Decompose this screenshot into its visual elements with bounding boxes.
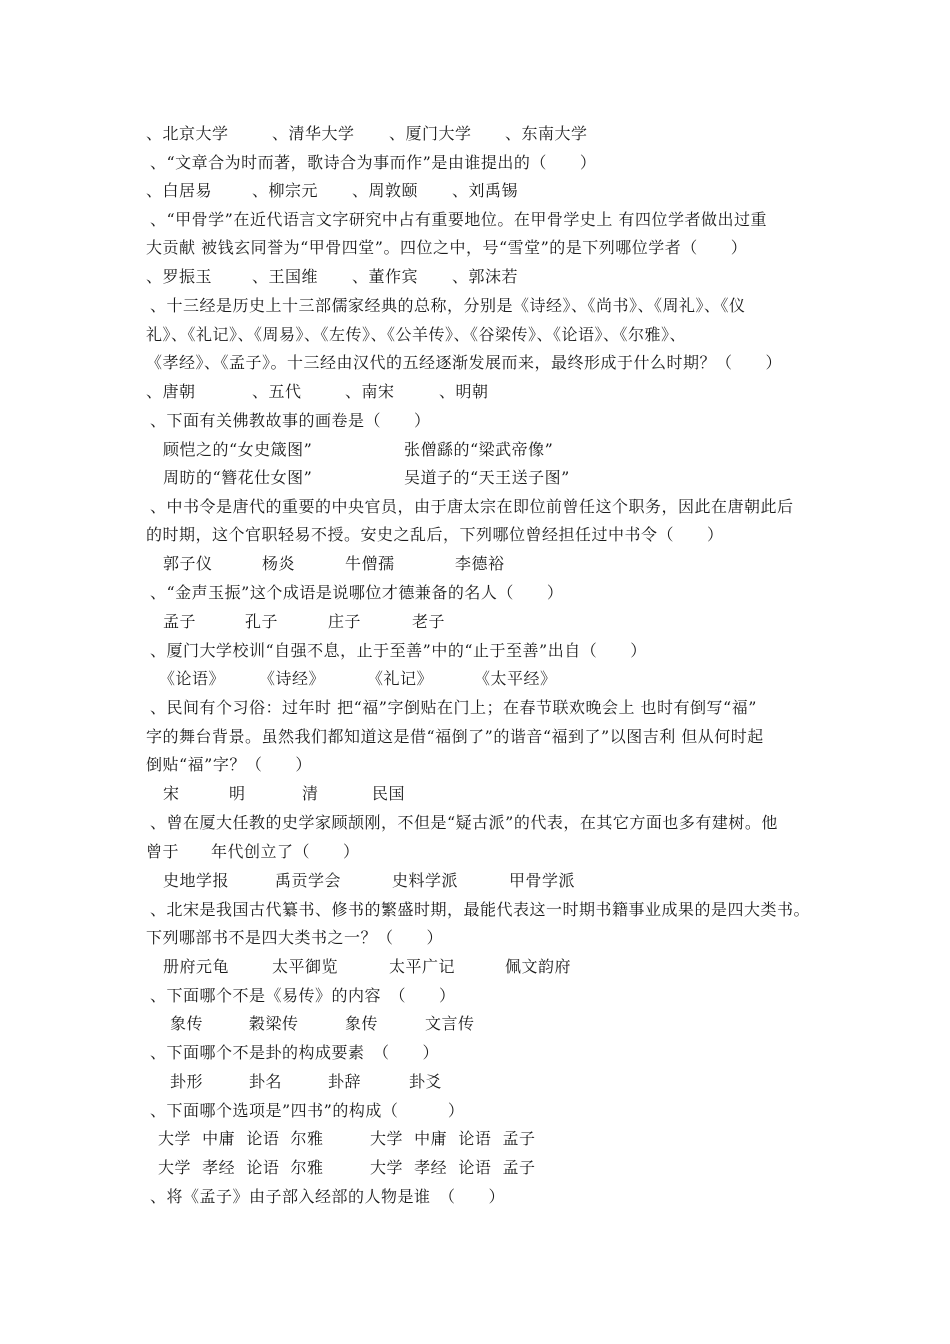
option-c: 史料学派 — [392, 871, 459, 890]
question-line: 字的舞台背景。虽然我们都知道这是借“福倒了”的谐音“福到了”以图吉利 但从何时起 — [146, 727, 764, 746]
question-line: 、“金声玉振”这个成语是说哪位才德兼备的名人（ ） — [150, 583, 564, 602]
option-a: 、唐朝 — [146, 382, 196, 401]
option-b: 张僧繇的“梁武帝像” — [404, 440, 554, 459]
option-c: 太平广记 — [389, 957, 456, 976]
option-b: 杨炎 — [262, 554, 296, 573]
answer-options — [0, 952, 572, 981]
option-a: 卦形 — [170, 1072, 204, 1091]
question-line: 曾于 — [146, 842, 180, 861]
option-c: 庄子 — [328, 612, 362, 631]
answer-options — [0, 1124, 536, 1153]
option-b: 大学 中庸 论语 孟子 — [370, 1129, 536, 1148]
question-line: 、下面哪个不是《易传》的内容 （ ） — [150, 986, 456, 1005]
question-text — [0, 981, 456, 1010]
question-text — [0, 636, 647, 665]
question-line: 、十三经是历史上十三部儒家经典的总称，分别是《诗经》、《尚书》、《周礼》、《仪 — [150, 296, 746, 315]
question-text — [0, 750, 312, 779]
question-text — [0, 923, 444, 952]
option-d: 、郭沫若 — [452, 267, 519, 286]
option-d: 民国 — [372, 784, 406, 803]
answer-options — [0, 119, 588, 148]
option-a: 顾恺之的“女史箴图” — [163, 440, 313, 459]
option-c: 、厦门大学 — [389, 124, 472, 143]
option-d: 老子 — [412, 612, 446, 631]
option-d: 吴道子的“天王送子图” — [404, 468, 570, 487]
option-d: 、明朝 — [439, 382, 489, 401]
option-b: 、清华大学 — [272, 124, 355, 143]
question-text — [0, 722, 764, 751]
option-c: 、董作宾 — [352, 267, 419, 286]
option-c: 牛僧孺 — [345, 554, 395, 573]
answer-options — [0, 262, 519, 291]
option-b: 卦名 — [249, 1072, 283, 1091]
option-b: 明 — [229, 784, 246, 803]
option-d: 佩文韵府 — [505, 957, 572, 976]
answer-options — [0, 1067, 443, 1096]
answer-options — [0, 1153, 536, 1182]
question-text — [0, 348, 783, 377]
question-text — [0, 148, 597, 177]
option-d: 文言传 — [425, 1014, 475, 1033]
answer-options — [0, 549, 505, 578]
option-c: 卦辞 — [328, 1072, 362, 1091]
question-line: 、下面哪个选项是”四书”的构成（ ） — [150, 1101, 465, 1120]
question-line: 、曾在厦大任教的史学家顾颉刚，不但是“疑古派”的代表，在其它方面也多有建树。他 — [150, 813, 778, 832]
option-b: 、柳宗元 — [252, 181, 319, 200]
option-b: 、五代 — [252, 382, 302, 401]
question-line: 、将《孟子》由子部入经部的人物是谁 （ ） — [150, 1187, 506, 1206]
answer-options — [0, 779, 406, 808]
question-line: 、民间有个习俗：过年时 把“福”字倒贴在门上；在春节联欢晚会上 也时有倒写“福” — [150, 698, 757, 717]
option-c: 象传 — [345, 1014, 379, 1033]
question-line: 《孝经》、《孟子》。十三经由汉代的五经逐渐发展而来，最终形成于什么时期？（ ） — [146, 353, 783, 372]
option-c: 《礼记》 — [367, 669, 434, 688]
question-text — [0, 520, 724, 549]
option-a: 、北京大学 — [146, 124, 229, 143]
answer-options — [0, 463, 570, 492]
option-a: 大学 中庸 论语 尔雅 — [158, 1129, 324, 1148]
question-text — [0, 406, 431, 435]
question-text — [0, 1096, 465, 1125]
option-b: 、王国维 — [252, 267, 319, 286]
question-line: 的时期，这个官职轻易不授。安史之乱后，下列哪位曾经担任过中书令（ ） — [146, 525, 724, 544]
question-text — [0, 233, 748, 262]
question-text — [0, 205, 767, 234]
question-text — [0, 578, 564, 607]
option-c: 、周敦颐 — [352, 181, 419, 200]
question-text — [0, 808, 778, 837]
question-text — [0, 693, 757, 722]
question-line: 、中书令是唐代的重要的中央官员，由于唐太宗在即位前曾任这个职务，因此在唐朝此后 — [150, 497, 794, 516]
option-a: 郭子仪 — [163, 554, 213, 573]
question-line: 大贡献 被钱玄同誉为“甲骨四堂”。四位之中，号“雪堂”的是下列哪位学者（ ） — [146, 238, 748, 257]
option-d: 、刘禹锡 — [452, 181, 519, 200]
question-line: 、下面有关佛教故事的画卷是（ ） — [150, 411, 431, 430]
answer-options — [0, 866, 576, 895]
option-c: 、南宋 — [345, 382, 395, 401]
option-d: 《太平经》 — [474, 669, 557, 688]
question-line: 下列哪部书不是四大类书之一？（ ） — [146, 928, 444, 947]
question-line: 、北宋是我国古代纂书、修书的繁盛时期，最能代表这一时期书籍事业成果的是四大类书。 — [150, 900, 811, 919]
answer-options — [0, 664, 557, 693]
option-b: 禹贡学会 — [275, 871, 342, 890]
question-text — [0, 492, 794, 521]
option-b: 孔子 — [245, 612, 279, 631]
question-text — [0, 895, 811, 924]
option-d: 李德裕 — [455, 554, 505, 573]
option-d: 、东南大学 — [505, 124, 588, 143]
option-d: 大学 孝经 论语 孟子 — [370, 1158, 536, 1177]
question-text — [0, 1038, 440, 1067]
question-line: 、下面哪个不是卦的构成要素 （ ） — [150, 1043, 440, 1062]
option-d: 甲骨学派 — [509, 871, 576, 890]
option-a: 宋 — [163, 784, 180, 803]
option-a: 孟子 — [163, 612, 197, 631]
option-a: 、罗振玉 — [146, 267, 213, 286]
question-line: 、厦门大学校训“自强不息，止于至善”中的“止于至善”出自（ ） — [150, 641, 647, 660]
option-a: 《论语》 — [159, 669, 226, 688]
answer-options — [0, 435, 554, 464]
question-line: 倒贴“福”字？（ ） — [146, 755, 312, 774]
option-b: 《诗经》 — [259, 669, 326, 688]
option-c: 周昉的“簪花仕女图” — [163, 468, 313, 487]
question-line: 、“甲骨学”在近代语言文字研究中占有重要地位。在甲骨学史上 有四位学者做出过重 — [150, 210, 767, 229]
option-c: 大学 孝经 论语 尔雅 — [158, 1158, 324, 1177]
answer-options — [0, 1009, 475, 1038]
option-c: 清 — [302, 784, 319, 803]
option-b: 穀梁传 — [249, 1014, 299, 1033]
option-a: 、白居易 — [146, 181, 213, 200]
option-d: 卦爻 — [409, 1072, 443, 1091]
question-text — [0, 320, 687, 349]
question-text — [0, 1182, 506, 1211]
option-a: 册府元龟 — [163, 957, 230, 976]
question-text — [0, 837, 360, 866]
answer-options — [0, 607, 446, 636]
option-b: 太平御览 — [272, 957, 339, 976]
question-text — [0, 291, 746, 320]
answer-options — [0, 176, 519, 205]
option-a: 史地学报 — [163, 871, 230, 890]
question-line: 、“文章合为时而著，歌诗合为事而作”是由谁提出的（ ） — [150, 153, 597, 172]
option-a: 象传 — [170, 1014, 204, 1033]
question-line: 礼》、《礼记》、《周易》、《左传》、《公羊传》、《谷梁传》、《论语》、《尔雅》、 — [146, 325, 687, 344]
answer-options — [0, 377, 489, 406]
question-line: 年代创立了（ ） — [211, 842, 360, 861]
